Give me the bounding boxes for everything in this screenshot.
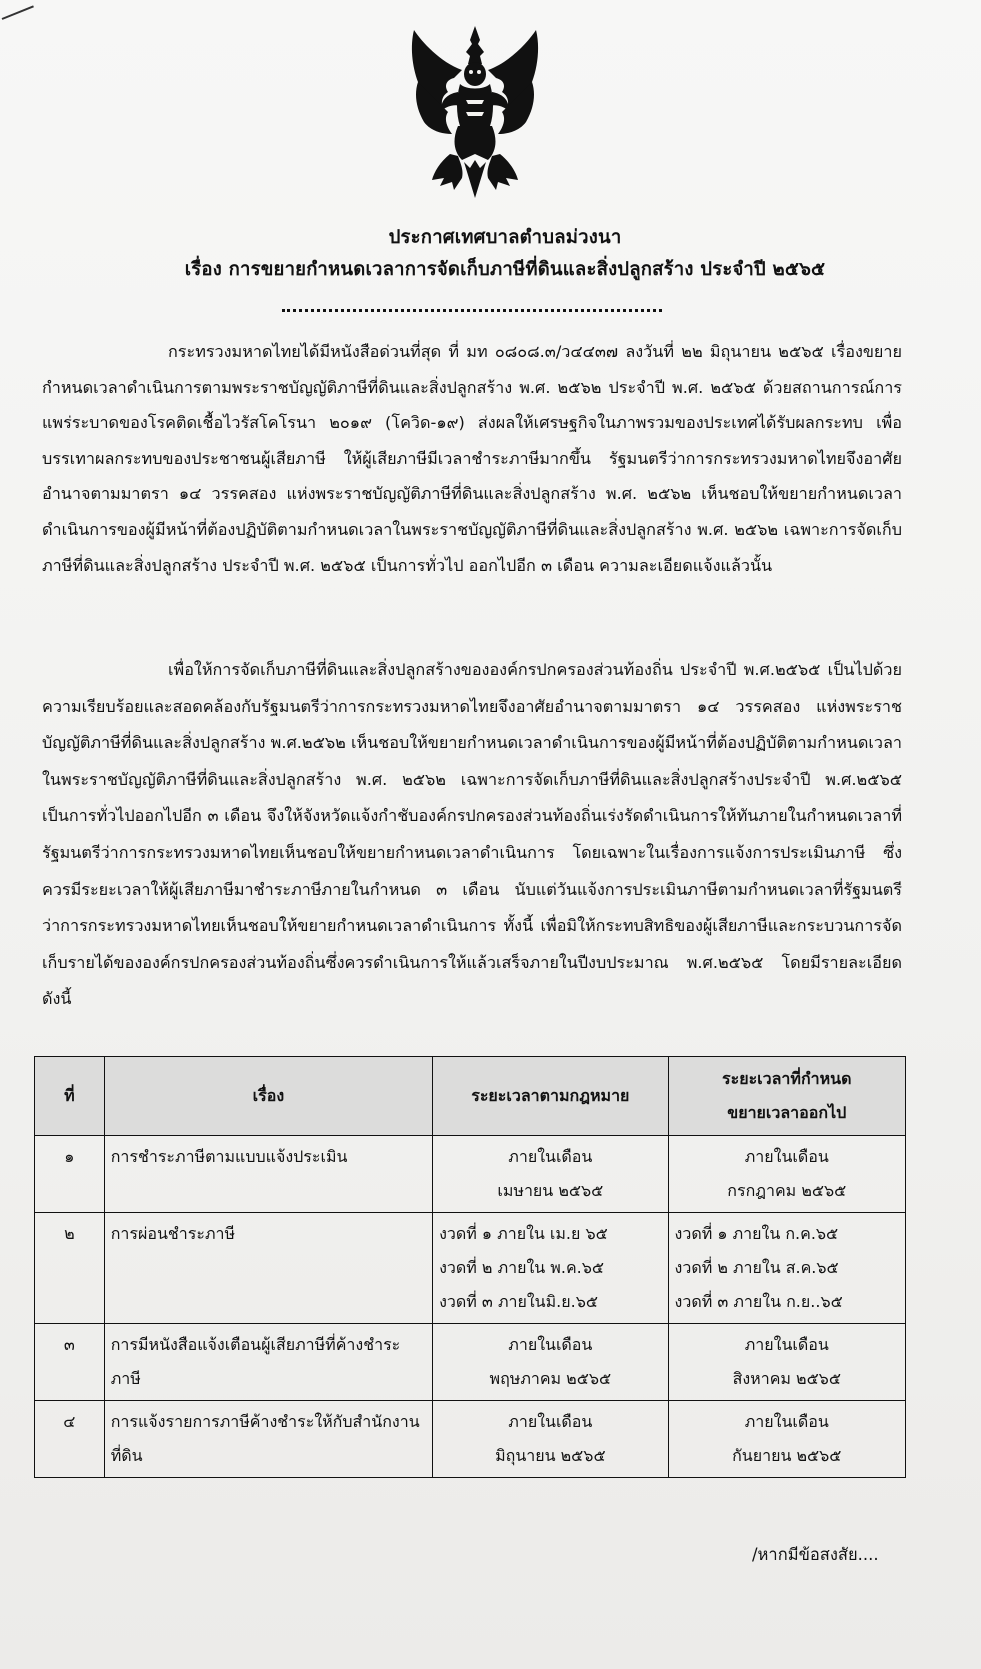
row-no: ๑ [35,1136,105,1213]
row-topic: การผ่อนชำระภาษี [104,1213,432,1324]
row-extended-line: งวดที่ ๓ ภายใน ก.ย..๖๕ [674,1292,843,1311]
row-extended-line: สิงหาคม ๒๕๖๕ [732,1369,841,1388]
row-no: ๔ [35,1401,105,1478]
row-legal [433,1136,668,1213]
row-legal [433,1213,668,1324]
row-topic: การมีหนังสือแจ้งเตือนผู้เสียภาษีที่ค้างชำระภาษี [104,1324,432,1401]
row-no: ๒ [35,1213,105,1324]
table-row [35,1213,906,1324]
header-extended-period [668,1057,905,1136]
body-paragraph-1: กระทรวงมหาดไทยได้มีหนังสือด่วนที่สุด ที่ มท ๐๘๐๘.๓/ว๔๔๓๗ ลงวันที่ ๒๒ มิถุนายน ๒๕๖๕ เรื่องขยายกำหนดเวลาดำเนินการตามพระราชบัญญัติภาษีที่ดินและสิ่งปลูกสร้าง พ.ศ. ๒๕๖๒ ประจำปี พ.ศ. ๒๕๖๕ ด้วยสถานการณ์การแพร่ระบาดของโรคติดเชื้อไวรัสโคโรนา ๒๐๑๙ (โควิด-๑๙) ส่งผลให้เศรษฐกิจในภาพรวมของประเทศได้รับผลกระทบ เพื่อบรรเทาผลกระทบของประชาชนผู้เสียภาษี ให้ผู้เสียภาษีมีเวลาชำระภาษีมากขึ้น รัฐมนตรีว่าการกระทรวงมหาดไทยจึงอาศัยอำนาจตามมาตรา ๑๔ วรรคสอง แห่งพระราชบัญญัติภาษีที่ดินและสิ่งปลูกสร้าง พ.ศ. ๒๕๖๒ เห็นชอบให้ขยายกำหนดเวลาดำเนินการของผู้มีหน้าที่ต้องปฏิบัติตามกำหนดเวลาในพระราชบัญญัติภาษีที่ดินและสิ่งปลูกสร้าง พ.ศ. ๒๕๖๒ เฉพาะการจัดเก็บภาษีที่ดินและสิ่งปลูกสร้าง ประจำปี พ.ศ. ๒๕๖๕ เป็นการทั่วไป ออกไปอีก ๓ เดือน ความละเอียดแจ้งแล้วนั้น [42,342,902,575]
continued-note: /หากมีข้อสงสัย.... [752,1545,879,1564]
row-extended-line: ภายในเดือน [744,1412,829,1431]
row-legal-line: งวดที่ ๓ ภายในมิ.ย.๖๕ [439,1292,598,1311]
header-legal-period: ระยะเวลาตามกฎหมาย [433,1057,668,1136]
table-row [35,1401,906,1478]
row-no: ๓ [35,1324,105,1401]
table-header-row [35,1057,906,1136]
row-topic: การแจ้งรายการภาษีค้างชำระให้กับสำนักงานที่ดิน [104,1401,432,1478]
row-extended [668,1401,905,1478]
announcement-subject: เรื่อง การขยายกำหนดเวลาการจัดเก็บภาษีที่ดินและสิ่งปลูกสร้าง ประจำปี ๒๕๖๕ [184,259,826,280]
row-topic: การชำระภาษีตามแบบแจ้งประเมิน [104,1136,432,1213]
row-extended-line: กรกฎาคม ๒๕๖๕ [727,1181,847,1200]
header-topic: เรื่อง [104,1057,432,1136]
row-extended [668,1136,905,1213]
row-extended [668,1213,905,1324]
header-extended-line2: ขยายเวลาออกไป [727,1103,847,1122]
header-no: ที่ [35,1057,105,1136]
table-row [35,1136,906,1213]
row-legal-line: งวดที่ ๑ ภายใน เม.ย ๖๕ [439,1224,608,1243]
garuda-emblem-icon [400,22,550,202]
row-extended-line: งวดที่ ๒ ภายใน ส.ค.๖๕ [674,1258,839,1277]
row-legal-line: เมษายน ๒๕๖๕ [497,1181,604,1200]
announcement-title: ประกาศเทศบาลตำบลม่วงนา [388,227,622,248]
row-legal-line: ภายในเดือน [508,1412,593,1431]
row-legal-line: ภายในเดือน [508,1335,593,1354]
row-extended-line: งวดที่ ๑ ภายใน ก.ค.๖๕ [674,1224,839,1243]
row-legal [433,1324,668,1401]
row-extended-line: ภายในเดือน [744,1147,829,1166]
header-extended-line1: ระยะเวลาที่กำหนด [722,1069,852,1088]
schedule-table [34,1056,906,1478]
announcement-title-block [140,222,870,286]
row-legal-line: มิถุนายน ๒๕๖๕ [495,1446,606,1465]
row-legal-line: ภายในเดือน [508,1147,593,1166]
row-extended [668,1324,905,1401]
dotted-divider [282,309,662,312]
row-legal-line: งวดที่ ๒ ภายใน พ.ค.๖๕ [439,1258,604,1277]
scan-mark [2,5,34,20]
row-legal [433,1401,668,1478]
row-extended-line: กันยายน ๒๕๖๕ [732,1446,842,1465]
body-paragraph-2: เพื่อให้การจัดเก็บภาษีที่ดินและสิ่งปลูกสร้างขององค์กรปกครองส่วนท้องถิ่น ประจำปี พ.ศ.๒๕๖๕ เป็นไปด้วยความเรียบร้อยและสอดคล้องกับรัฐมนตรีว่าการกระทรวงมหาดไทยจึงอาศัยอำนาจตามมาตรา ๑๔ วรรคสอง แห่งพระราชบัญญัติภาษีที่ดินและสิ่งปลูกสร้าง พ.ศ.๒๕๖๒ เห็นชอบให้ขยายกำหนดเวลาดำเนินการของผู้มีหน้าที่ต้องปฏิบัติตามกำหนดเวลาในพระราชบัญญัติภาษีที่ดินและสิ่งปลูกสร้าง พ.ศ. ๒๕๖๒ เฉพาะการจัดเก็บภาษีที่ดินและสิ่งปลูกสร้างประจำปี พ.ศ.๒๕๖๕ เป็นการทั่วไปออกไปอีก ๓ เดือน จึงให้จังหวัดแจ้งกำชับองค์กรปกครองส่วนท้องถิ่นเร่งรัดดำเนินการให้ทันภายในกำหนดเวลาที่รัฐมนตรีว่าการกระทรวงมหาดไทยเห็นชอบให้ขยายกำหนดเวลาดำเนินการ โดยเฉพาะในเรื่องการแจ้งการประเมินภาษี ซึ่งควรมีระยะเวลาให้ผู้เสียภาษีมาชำระภาษีภายในกำหนด ๓ เดือน นับแต่วันแจ้งการประเมินภาษีตามกำหนดเวลาที่รัฐมนตรีว่าการกระทรวงมหาดไทยเห็นชอบให้ขยายกำหนดเวลาดำเนินการ ทั้งนี้ เพื่อมิให้กระทบสิทธิของผู้เสียภาษีและกระบวนการจัดเก็บรายได้ขององค์กรปกครองส่วนท้องถิ่นซึ่งควรดำเนินการให้แล้วเสร็จภายในปีงบประมาณ พ.ศ.๒๕๖๕ โดยมีรายละเอียด ดังนี้ [42,660,902,1009]
row-legal-line: พฤษภาคม ๒๕๖๕ [489,1369,612,1388]
row-extended-line: ภายในเดือน [744,1335,829,1354]
table-row [35,1324,906,1401]
